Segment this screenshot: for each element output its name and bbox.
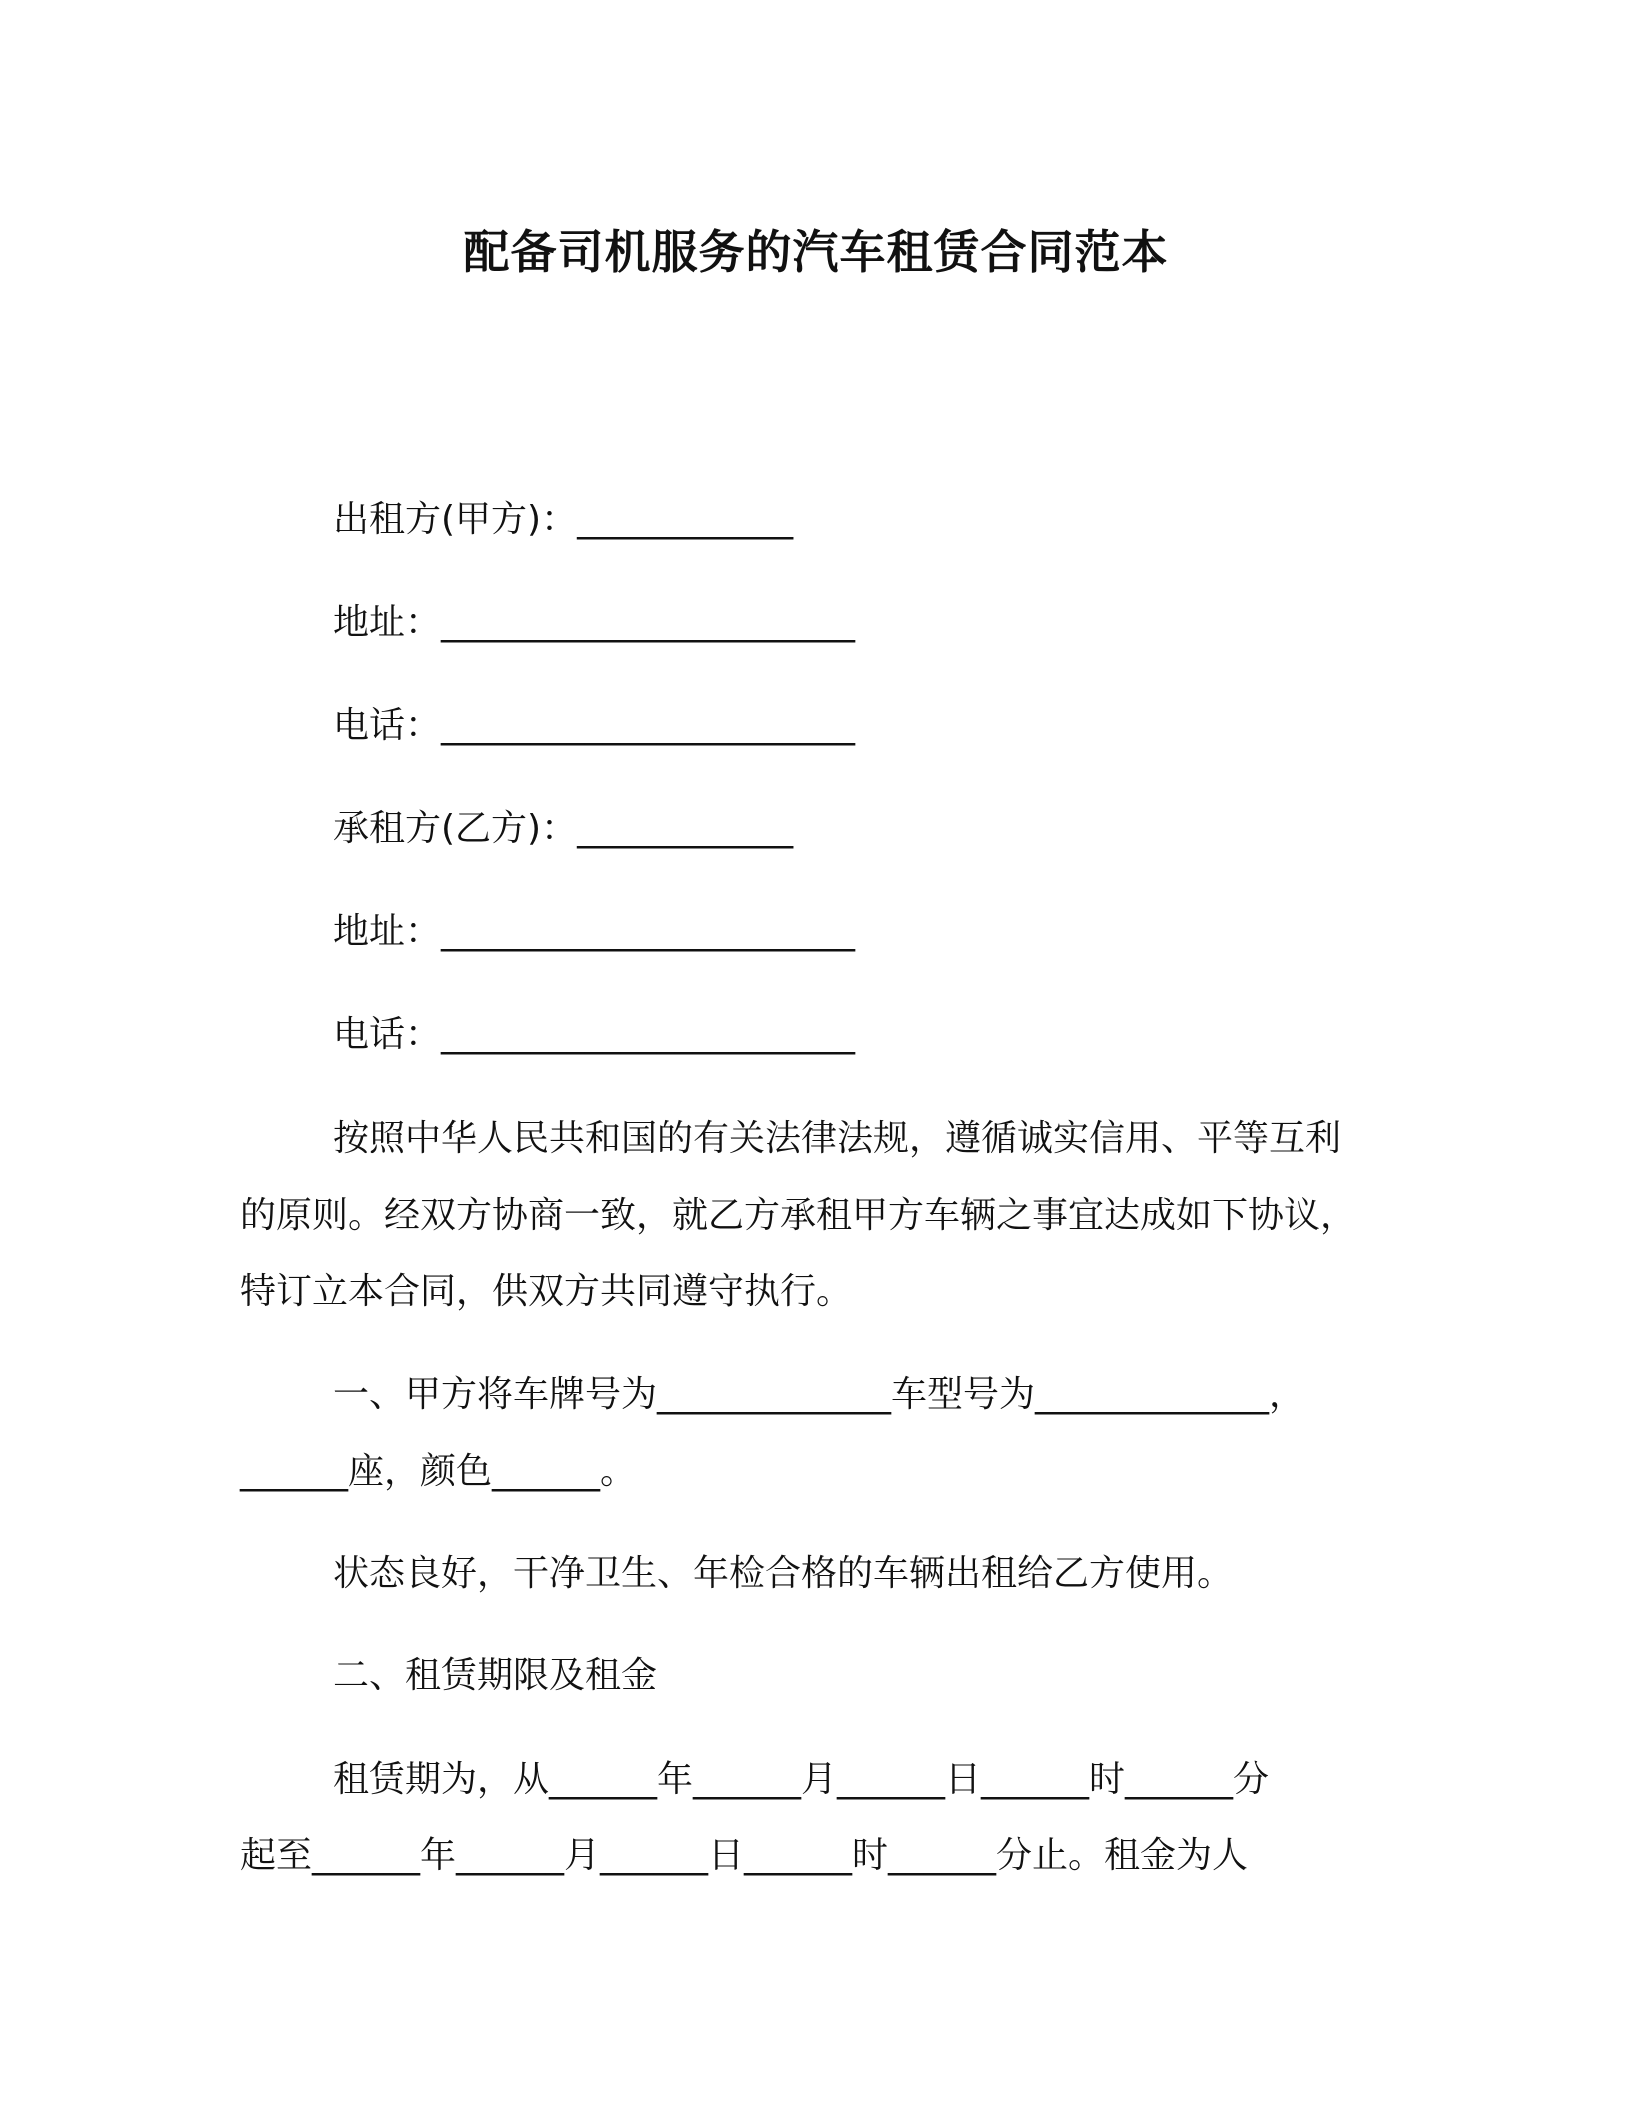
party-b-phone: 电话：_______________________ <box>333 1014 856 1055</box>
party-a-phone: 电话：_______________________ <box>333 705 856 746</box>
clause-1-continuation: 状态良好，干净卫生、年检合格的车辆出租给乙方使用。 <box>333 1553 1234 1594</box>
preamble-line: 特订立本合同，供双方共同遵守执行。 <box>240 1271 853 1312</box>
clause-1-line: 一、甲方将车牌号为_____________车型号为_____________， <box>333 1374 1306 1415</box>
party-a-address: 地址：_______________________ <box>333 602 856 643</box>
clause-1-line: ______座，颜色______。 <box>240 1451 637 1492</box>
clause-2-line: 租赁期为，从______年______月______日______时______分 <box>333 1759 1270 1800</box>
clause-2-heading: 二、租赁期限及租金 <box>333 1655 658 1696</box>
clause-2-line: 起至______年______月______日______时______分止。租金为人 <box>240 1835 1249 1876</box>
document-title: 配备司机服务的汽车租赁合同范本 <box>463 225 1169 279</box>
party-b-label: 承租方(乙方)：____________ <box>333 808 794 849</box>
preamble-line: 的原则。经双方协商一致，就乙方承租甲方车辆之事宜达成如下协议， <box>240 1195 1357 1236</box>
preamble-line: 按照中华人民共和国的有关法律法规，遵循诚实信用、平等互利 <box>333 1118 1342 1159</box>
party-b-address: 地址：_______________________ <box>333 911 856 952</box>
party-a-label: 出租方(甲方)：____________ <box>333 499 794 540</box>
